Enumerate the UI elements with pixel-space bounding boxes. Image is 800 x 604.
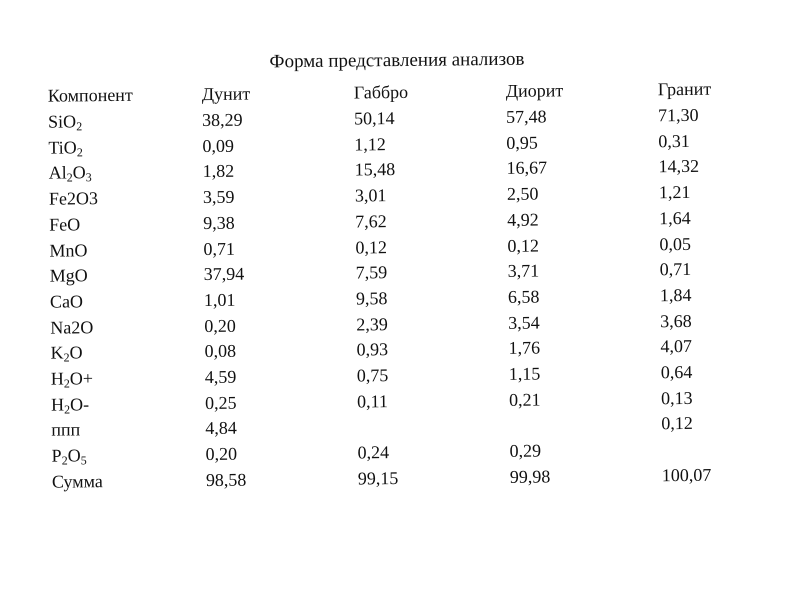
- component-cell: [45, 442, 205, 469]
- value-diorite: 0,12: [507, 235, 540, 256]
- value-granite: 3,68: [660, 310, 692, 331]
- component-cell: [44, 288, 204, 315]
- value-granite: 1,84: [659, 284, 692, 306]
- component-base: ппп: [51, 419, 81, 441]
- component-subscript-2: 3: [85, 170, 92, 185]
- header-diorite: Диорит: [505, 80, 564, 101]
- value-granite: 0,12: [661, 413, 693, 434]
- component-subscript: 2: [61, 453, 68, 468]
- value-gabbro: 50,14: [353, 108, 395, 129]
- component-subscript: 2: [66, 170, 73, 185]
- component-base: P: [51, 445, 62, 466]
- component-cell: [43, 211, 203, 238]
- component-cell: [45, 365, 205, 392]
- component-cell: [46, 468, 206, 495]
- component-cell: [43, 237, 203, 264]
- component-base: MgO: [49, 265, 88, 286]
- value-dunite: 38,29: [202, 109, 243, 131]
- component-cell: [44, 262, 204, 289]
- value-gabbro: 3,01: [354, 185, 387, 206]
- component-cell: [43, 159, 203, 186]
- value-dunite: 37,94: [203, 263, 245, 285]
- value-granite: 0,31: [658, 130, 690, 151]
- value-diorite: 0,21: [508, 389, 541, 410]
- component-subscript: 2: [76, 145, 83, 160]
- component-base: Fe2O3: [48, 188, 99, 209]
- value-dunite: 0,20: [205, 443, 238, 465]
- value-granite: [661, 436, 761, 463]
- component-base: TiO: [48, 137, 77, 158]
- component-tail: O+: [69, 368, 94, 389]
- value-gabbro: 7,62: [355, 210, 387, 232]
- value-dunite: 0,09: [202, 135, 234, 156]
- component-subscript: 2: [64, 402, 71, 417]
- document-title: Форма представления анализов: [269, 48, 525, 73]
- component-base: FeO: [49, 214, 81, 235]
- component-cell: [45, 416, 205, 443]
- value-gabbro: 0,24: [357, 442, 390, 463]
- value-dunite: 0,08: [204, 341, 237, 362]
- header-component: Компонент: [47, 84, 133, 106]
- value-gabbro: 9,58: [355, 288, 388, 309]
- value-dunite: 1,01: [203, 289, 236, 310]
- value-granite: 0,05: [659, 233, 692, 254]
- component-subscript: 2: [63, 350, 70, 365]
- component-base: K: [50, 342, 64, 363]
- value-diorite: 99,98: [509, 466, 551, 487]
- value-granite: 0,71: [659, 259, 692, 280]
- component-subscript: 2: [76, 119, 83, 134]
- value-granite: 1,64: [659, 207, 691, 229]
- value-gabbro: 0,11: [356, 390, 389, 412]
- value-granite: 0,13: [660, 387, 693, 409]
- component-tail: O: [69, 342, 83, 363]
- value-granite: 0,64: [660, 361, 693, 383]
- value-granite: 100,07: [661, 464, 712, 486]
- component-cell: [44, 314, 204, 341]
- value-gabbro: 0,93: [356, 339, 389, 360]
- value-granite: 14,32: [658, 156, 700, 177]
- component-subscript: 2: [63, 376, 70, 391]
- component-tail: O-: [69, 393, 90, 415]
- component-base: H: [50, 368, 64, 389]
- component-tail: O: [67, 445, 81, 466]
- component-base: Сумма: [51, 470, 103, 492]
- value-granite: 1,21: [658, 182, 691, 203]
- value-gabbro: 0,12: [355, 236, 388, 257]
- component-base: Al: [48, 162, 67, 184]
- value-dunite: 98,58: [205, 469, 247, 490]
- component-cell: [44, 339, 204, 366]
- component-base: H: [50, 394, 65, 415]
- header-granite: Гранит: [657, 78, 712, 100]
- value-diorite: 0,95: [506, 132, 538, 153]
- value-diorite: 2,50: [506, 183, 539, 204]
- value-diorite: 57,48: [505, 106, 547, 127]
- value-dunite: 4,59: [204, 366, 237, 388]
- component-cell: [45, 391, 205, 418]
- table-body: [42, 102, 762, 495]
- value-gabbro: 1,12: [354, 133, 386, 155]
- value-diorite: 3,71: [507, 260, 540, 282]
- analysis-table: [42, 74, 762, 495]
- component-base: SiO: [48, 111, 77, 132]
- value-granite: 4,07: [660, 336, 693, 357]
- value-diorite: 1,15: [508, 363, 541, 384]
- value-dunite: 0,25: [204, 392, 237, 413]
- value-diorite: 1,76: [508, 337, 541, 359]
- value-diorite: 4,92: [507, 209, 539, 230]
- value-diorite: 6,58: [507, 286, 540, 307]
- value-dunite: 1,82: [202, 161, 235, 182]
- value-gabbro: [357, 413, 509, 440]
- value-diorite: 16,67: [506, 157, 548, 179]
- value-gabbro: 7,59: [355, 262, 388, 283]
- header-gabbro: Габбро: [353, 81, 409, 103]
- value-diorite: 3,54: [508, 312, 540, 333]
- value-gabbro: 2,39: [356, 313, 388, 335]
- value-gabbro: 99,15: [357, 467, 399, 489]
- value-dunite: 3,59: [202, 186, 235, 208]
- component-tail: O: [72, 162, 86, 183]
- value-dunite: 4,84: [205, 418, 237, 439]
- component-cell: [42, 134, 202, 161]
- value-granite: 71,30: [657, 104, 699, 126]
- component-subscript-2: 5: [80, 453, 87, 468]
- value-diorite: 0,29: [509, 440, 542, 462]
- header-dunite: Дунит: [201, 83, 251, 105]
- component-cell: [43, 185, 203, 212]
- value-dunite: 9,38: [203, 212, 235, 233]
- component-base: Na2O: [50, 316, 94, 338]
- component-cell: [42, 108, 202, 135]
- value-gabbro: 0,75: [356, 365, 389, 386]
- value-dunite: 0,20: [204, 315, 236, 336]
- value-gabbro: 15,48: [354, 159, 396, 180]
- component-base: MnO: [49, 239, 88, 261]
- value-dunite: 0,71: [203, 238, 236, 259]
- value-diorite: [509, 412, 661, 439]
- component-base: CaO: [49, 291, 84, 312]
